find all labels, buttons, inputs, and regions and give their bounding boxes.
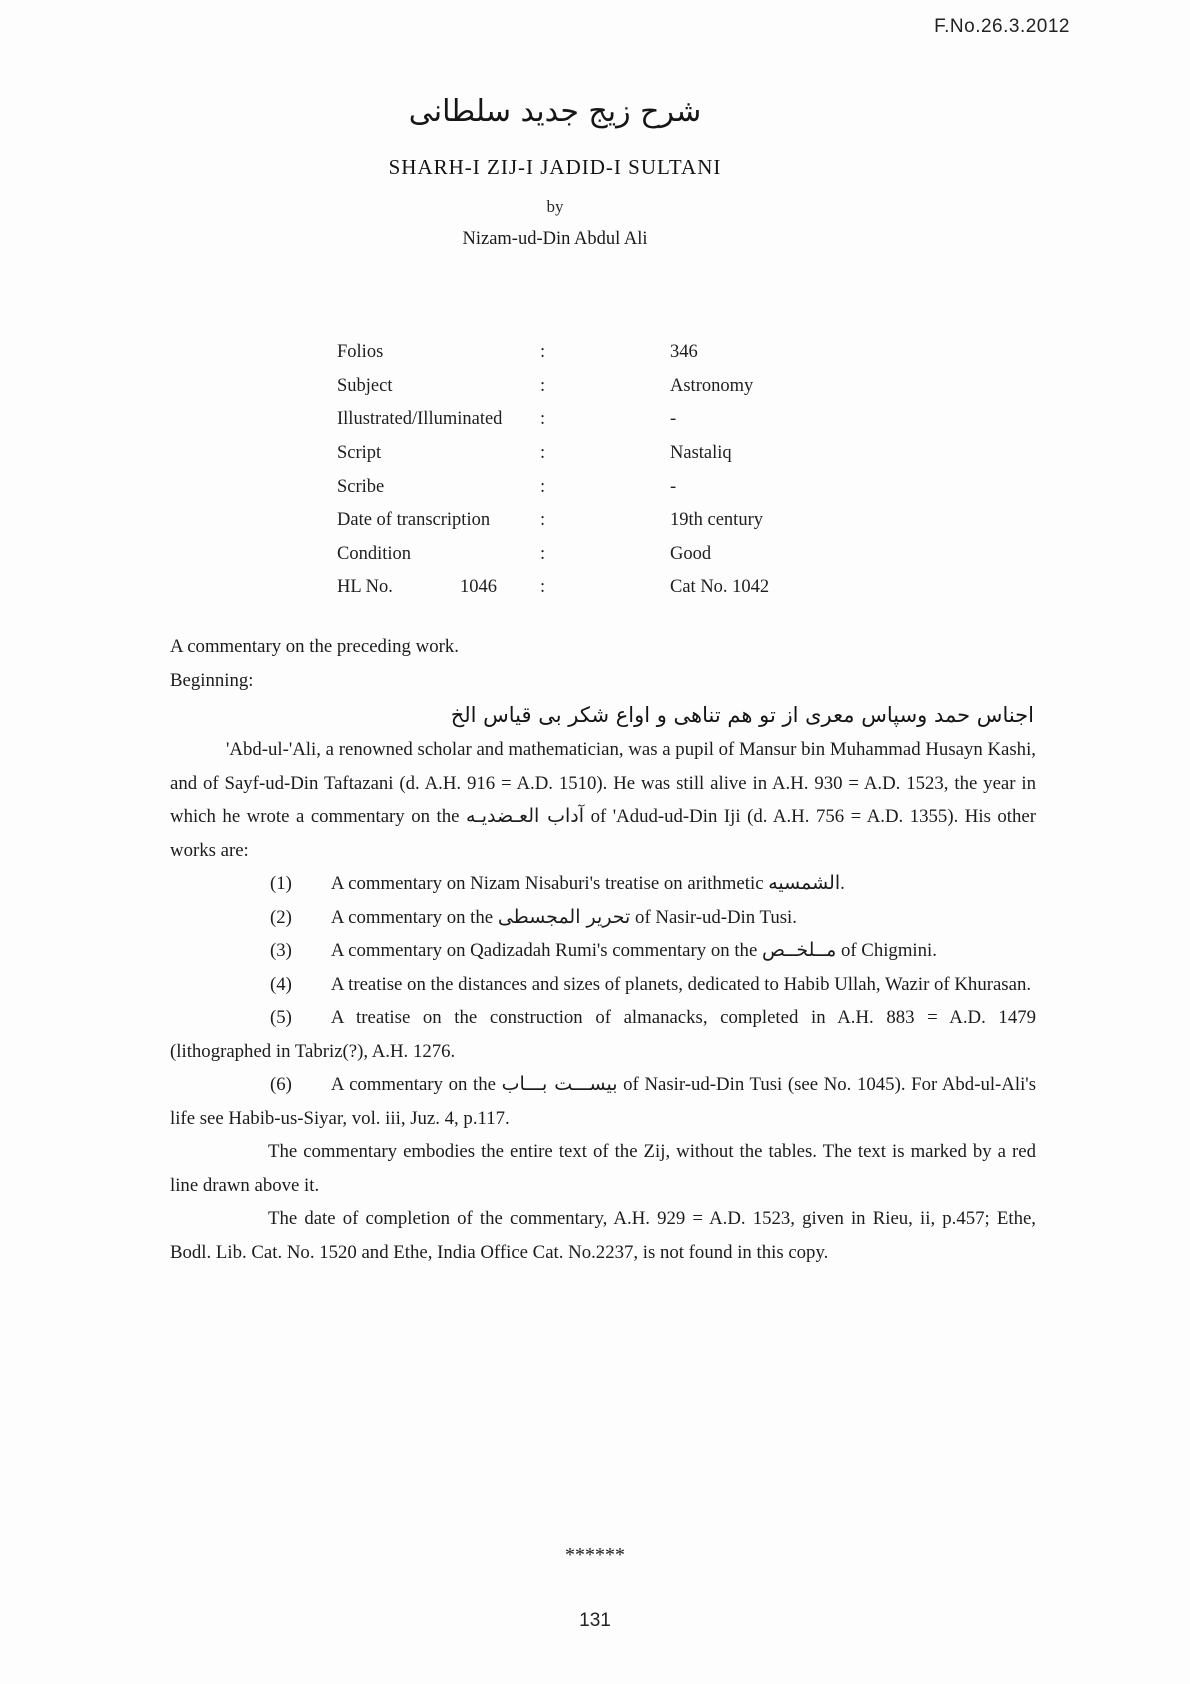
work-text: A treatise on the construction of almanacks, completed in A.H. 883 = A.D. 1479 (lithographed in Tabriz(?), A.H. 1276. [170, 1007, 1036, 1062]
intro-line: A commentary on the preceding work. [170, 636, 459, 657]
work-arabic-title: تحرير المجسطى [497, 905, 631, 928]
table-row [337, 437, 937, 471]
page-number: 131 [579, 1610, 611, 1631]
work-item-5 [170, 1001, 1036, 1068]
beginning-arabic-quote: اجناس حمد وسپاس معرى از تو هم تناهى و اواع شكر بى قياس الخ [450, 703, 1034, 727]
meta-label: Folios [337, 342, 384, 363]
work-text: A commentary on the [330, 1074, 502, 1095]
work-item-6 [170, 1068, 1036, 1135]
meta-colon: : [540, 510, 546, 531]
work-number: (2) [270, 906, 292, 928]
work-text: A treatise on the distances and sizes of planets, dedicated to Habib Ullah, Wazir of Khurasan. [330, 973, 1032, 995]
table-row [337, 336, 937, 370]
asterisk-separator: ****** [565, 1544, 625, 1566]
meta-value: 346 [670, 342, 698, 363]
biography-paragraph [170, 733, 1036, 867]
meta-value: 19th century [670, 510, 763, 531]
work-text: A commentary on Nizam Nisaburi's treatise on arithmetic [330, 873, 769, 894]
completion-date-paragraph: The date of completion of the commentary, A.H. 929 = A.D. 1523, given in Rieu, ii, p.457; Ethe, Bodl. Lib. Cat. No. 1520 and Ethe, India Office Cat. No.2237, is not found in this copy. [170, 1208, 1036, 1263]
meta-sub-value: 1046 [460, 577, 497, 598]
work-text: A commentary on the [330, 906, 498, 928]
meta-colon: : [540, 409, 546, 430]
meta-colon: : [540, 543, 546, 564]
work-text: of Nasir-ud-Din Tusi (see No. 1045). For Abd-ul-Ali's life see Habib-us-Siyar, vol. iii, Juz. 4, p.117. [170, 1074, 1036, 1129]
meta-colon: : [540, 443, 546, 464]
work-text: of Nasir-ud-Din Tusi. [630, 906, 797, 928]
work-item-1 [170, 867, 1036, 901]
meta-value: Nastaliq [670, 443, 732, 464]
bio-text: 'Abd-ul-'Ali, a renowned scholar and mathematician, was a pupil of Mansur bin Muhammad Husayn Kashi, and of Sayf-ud-Din Taftazani (d. A.H. 916 = A.D. 1510). He was still alive in A.H. 930 = A.D. 1523, the year in which he wrote a commentary on the [170, 739, 1036, 827]
meta-value: - [670, 476, 677, 497]
work-number: (6) [270, 1074, 292, 1095]
work-item-4 [170, 968, 1036, 1002]
title-arabic: شرح زيج جديد سلطانى [408, 94, 702, 129]
entry-header [120, 92, 990, 250]
meta-colon: : [540, 577, 546, 598]
bio-text: of 'Adud-ud-Din Iji (d. A.H. 756 = A.D. 1355). His other works are: [170, 806, 1036, 861]
work-arabic-title: الشمسيه [768, 872, 841, 894]
entry-title: SHARH-I ZIJ-I JADID-I SULTANI [388, 155, 722, 179]
meta-label: HL No. [337, 577, 393, 598]
meta-value: - [670, 409, 677, 430]
meta-colon: : [540, 375, 546, 396]
table-row [337, 571, 937, 605]
meta-value: Good [670, 543, 712, 564]
table-row [337, 538, 937, 572]
file-reference-number: F.No.26.3.2012 [934, 16, 1070, 37]
bio-arabic-title: آداب العـضديـه [465, 805, 585, 827]
work-text: A commentary on Qadizadah Rumi's commentary on the [330, 940, 762, 961]
work-text: . [840, 873, 845, 894]
meta-label: Illustrated/Illuminated [337, 409, 503, 430]
meta-label: Script [337, 443, 382, 464]
work-arabic-title: بيســـت بـــاب [501, 1073, 618, 1095]
table-row [337, 504, 937, 538]
work-arabic-title: مــلخــص [761, 939, 837, 961]
meta-label: Condition [337, 543, 412, 564]
work-number: (3) [270, 940, 292, 961]
work-number: (4) [270, 973, 292, 995]
manuscript-metadata-table [337, 336, 937, 605]
table-row [337, 470, 937, 504]
author-name: Nizam-ud-Din Abdul Ali [462, 229, 648, 249]
work-number: (5) [270, 1007, 292, 1028]
commentary-paragraph: The commentary embodies the entire text of the Zij, without the tables. The text is marked by a red line drawn above it. [170, 1141, 1036, 1196]
work-item-3 [170, 934, 1036, 968]
work-item-2 [170, 901, 1036, 935]
work-text: of Chigmini. [836, 940, 937, 961]
work-number: (1) [270, 873, 292, 894]
beginning-label: Beginning: [170, 669, 254, 691]
table-row [337, 370, 937, 404]
meta-colon: : [540, 476, 546, 497]
meta-label: Scribe [337, 476, 385, 497]
meta-label: Subject [337, 375, 393, 396]
meta-value: Cat No. 1042 [670, 577, 770, 598]
meta-label: Date of transcription [337, 510, 491, 531]
byline: by [546, 197, 564, 216]
table-row [337, 403, 937, 437]
entry-body [170, 630, 1036, 1269]
meta-colon: : [540, 342, 546, 363]
meta-value: Astronomy [670, 375, 754, 396]
